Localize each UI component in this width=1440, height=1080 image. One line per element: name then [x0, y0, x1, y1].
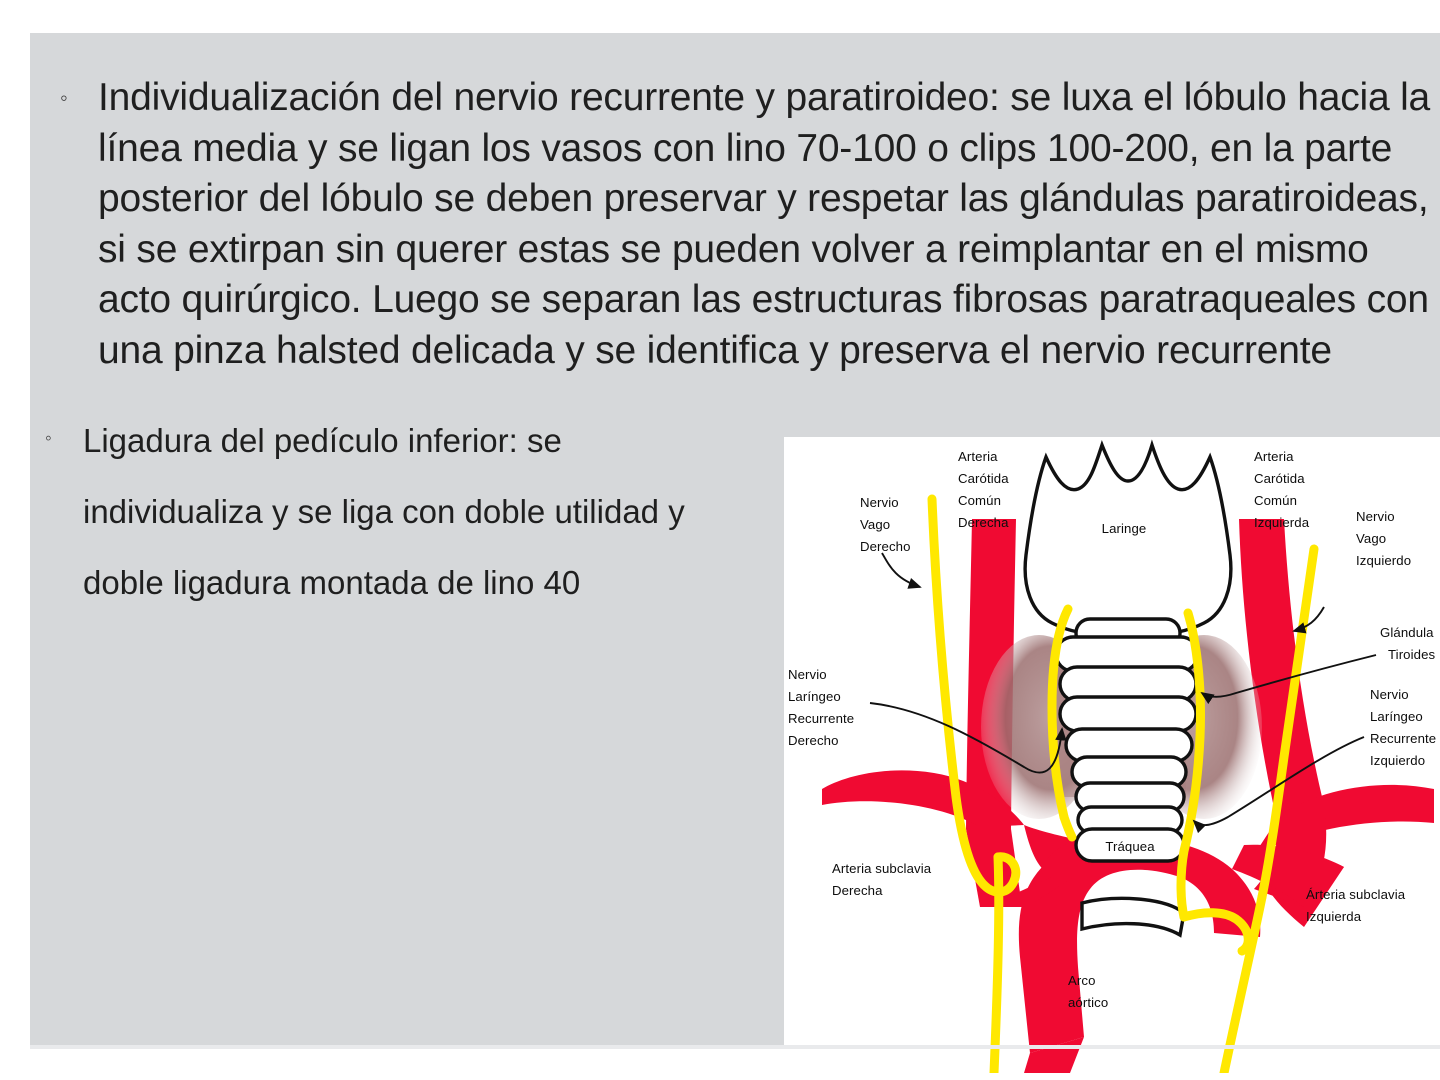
bullet-marker-icon: ◦ — [60, 85, 68, 110]
label-line: Carótida — [958, 471, 1009, 486]
anillo-traqueal-3 — [1060, 697, 1196, 731]
label-line: Tiroides — [1388, 647, 1436, 662]
slide-text-area — [60, 73, 1432, 376]
label-laringe — [1102, 521, 1147, 536]
label-line: Derecho — [788, 733, 839, 748]
label-traquea — [1105, 839, 1155, 854]
label-line: Recurrente — [1370, 731, 1437, 746]
label-line: Común — [1254, 493, 1298, 508]
label-line: Izquierda — [1306, 909, 1362, 924]
nervio-vago-derecho-continuacion — [994, 857, 999, 1073]
slide-content-area — [30, 33, 1440, 1045]
label-line: Vago — [860, 517, 891, 532]
label-line: Arteria — [1254, 449, 1294, 464]
label-line: Arteria subclavia — [832, 861, 932, 876]
anatomy-diagram-svg — [784, 437, 1440, 1073]
bullet-item-1 — [60, 73, 1432, 376]
label-line: Árteria subclavia — [1306, 887, 1406, 902]
label-line: Derecha — [958, 515, 1009, 530]
bullet-marker-icon: ◦ — [45, 428, 52, 449]
label-line: Laríngeo — [1370, 709, 1423, 724]
label-line: Nervio — [788, 667, 827, 682]
bullet-item-2 — [45, 405, 745, 618]
label-line: Arco — [1068, 973, 1096, 988]
label-line: Nervio — [860, 495, 899, 510]
label-line: Laríngeo — [788, 689, 841, 704]
label-line: Común — [958, 493, 1002, 508]
label-line: Laringe — [1101, 521, 1147, 536]
label-line: Nervio — [1370, 687, 1409, 702]
label-line: Tráquea — [1105, 839, 1155, 854]
label-line: aórtico — [1068, 995, 1109, 1010]
label-line: Izquierdo — [1370, 753, 1426, 768]
label-line: Glándula — [1380, 625, 1434, 640]
label-line: Vago — [1356, 531, 1387, 546]
bullet-item-1-text: Individualización del nervio recurrente y paratiroideo: se luxa el lóbulo hacia la línea media y se ligan los vasos con lino 70-100 o clips 100-200, en la parte posterior del lóbulo se deben preservar y respetar las glándulas paratiroideas, si se extirpan sin querer estas se pueden volver a reimplantar en el mismo acto quirúrgico. Luego se separan las estructuras fibrosas paratraqueales con una pinza halsted delicada y se identifica y preserva el nervio recurrente — [98, 76, 1431, 372]
label-line: Derecho — [860, 539, 911, 554]
label-line: Arteria — [958, 449, 998, 464]
label-line: Nervio — [1356, 509, 1395, 524]
anatomy-diagram-image — [784, 437, 1440, 1073]
label-line: Carótida — [1254, 471, 1305, 486]
label-line: Derecha — [832, 883, 883, 898]
label-line: Izquierdo — [1356, 553, 1412, 568]
label-line: Izquierda — [1254, 515, 1310, 530]
bullet-item-2-text: Ligadura del pedículo inferior: se individualiza y se liga con doble utilidad y doble ligadura montada de lino 40 — [83, 422, 685, 601]
label-line: Recurrente — [788, 711, 855, 726]
